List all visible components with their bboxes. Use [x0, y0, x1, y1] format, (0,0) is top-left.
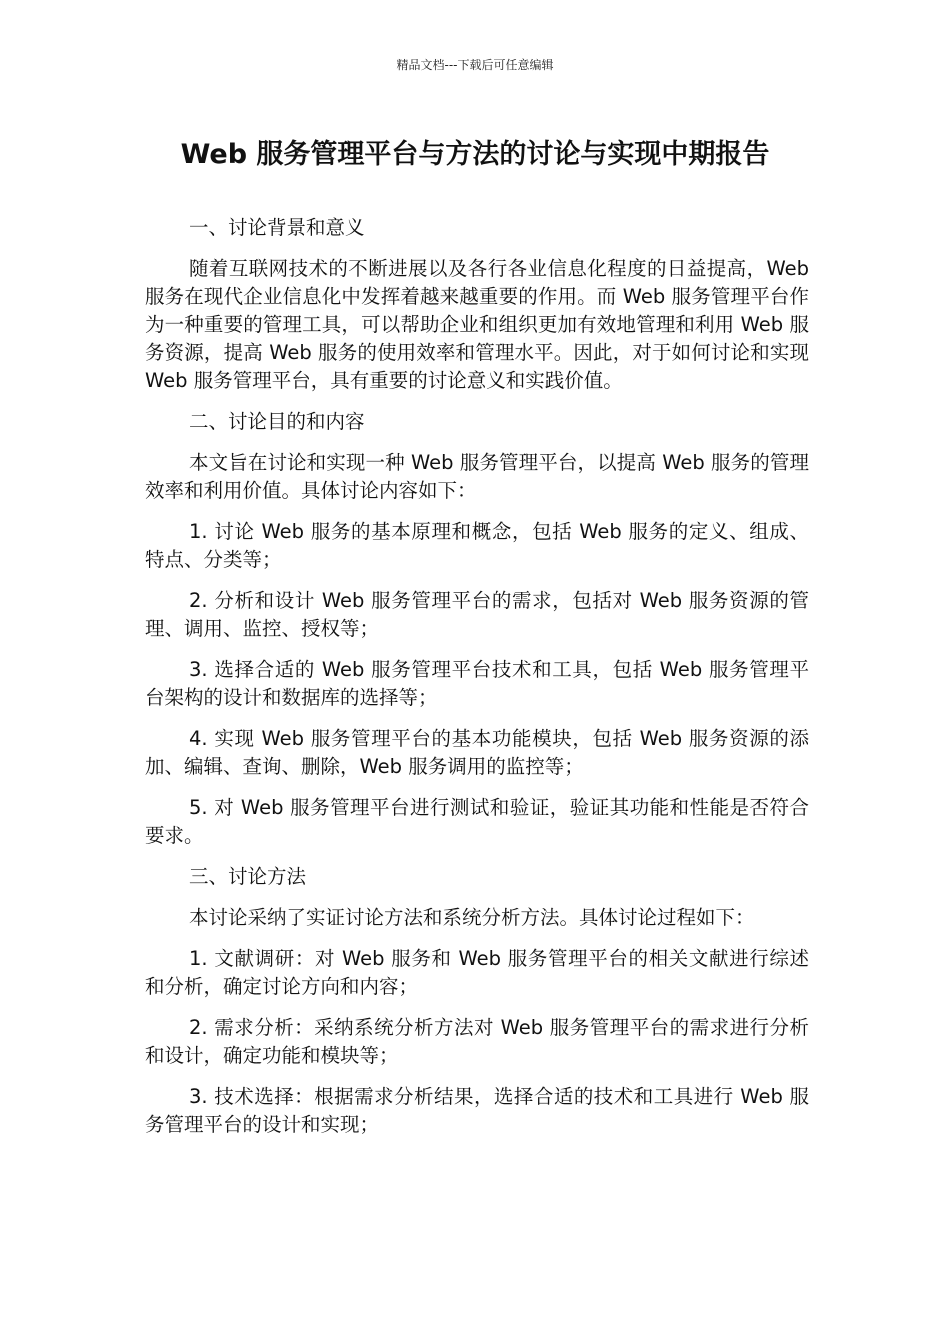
paragraph-background: 随着互联网技术的不断进展以及各行各业信息化程度的日益提高，Web 服务在现代企业信息化中发挥着越来越重要的作用。而 Web 服务管理平台作为一种重要的管理工具，可以帮助企业和组织更加有效地管理和利用 Web 服务资源，提高 Web 服务的使用效率和管理水平。因此，对于如何讨论和实现 Web 服务管理平台，具有重要的讨论意义和实践价值。 — [145, 257, 809, 392]
paragraph-methods-intro: 本讨论采纳了实证讨论方法和系统分析方法。具体讨论过程如下： — [189, 906, 755, 929]
list-item-goal-4: 4. 实现 Web 服务管理平台的基本功能模块，包括 Web 服务资源的添加、编辑、查询、删除，Web 服务调用的监控等； — [145, 727, 809, 778]
list-item-method-2: 2. 需求分析：采纳系统分析方法对 Web 服务管理平台的需求进行分析和设计，确定功能和模块等； — [145, 1016, 809, 1067]
section-heading-goals: 二、讨论目的和内容 — [189, 410, 365, 433]
list-item-method-1: 1. 文献调研：对 Web 服务和 Web 服务管理平台的相关文献进行综述和分析，确定讨论方向和内容； — [145, 947, 809, 998]
document-title: Web 服务管理平台与方法的讨论与实现中期报告 — [180, 139, 770, 170]
list-item-goal-2: 2. 分析和设计 Web 服务管理平台的需求，包括对 Web 服务资源的管理、调用、监控、授权等； — [145, 589, 809, 640]
list-item-goal-3: 3. 选择合适的 Web 服务管理平台技术和工具，包括 Web 服务管理平台架构的设计和数据库的选择等； — [145, 658, 809, 709]
page-header: 精品文档---下载后可任意编辑 — [396, 58, 554, 72]
list-item-method-3: 3. 技术选择：根据需求分析结果，选择合适的技术和工具进行 Web 服务管理平台的设计和实现； — [145, 1085, 809, 1136]
list-item-goal-1: 1. 讨论 Web 服务的基本原理和概念，包括 Web 服务的定义、组成、特点、分类等； — [145, 520, 809, 571]
paragraph-goals-intro: 本文旨在讨论和实现一种 Web 服务管理平台，以提高 Web 服务的管理效率和利用价值。具体讨论内容如下： — [145, 451, 809, 502]
section-heading-methods: 三、讨论方法 — [189, 865, 307, 888]
document-body — [145, 214, 809, 1152]
list-item-goal-5: 5. 对 Web 服务管理平台进行测试和验证，验证其功能和性能是否符合要求。 — [145, 796, 809, 847]
section-heading-background: 一、讨论背景和意义 — [189, 216, 365, 239]
